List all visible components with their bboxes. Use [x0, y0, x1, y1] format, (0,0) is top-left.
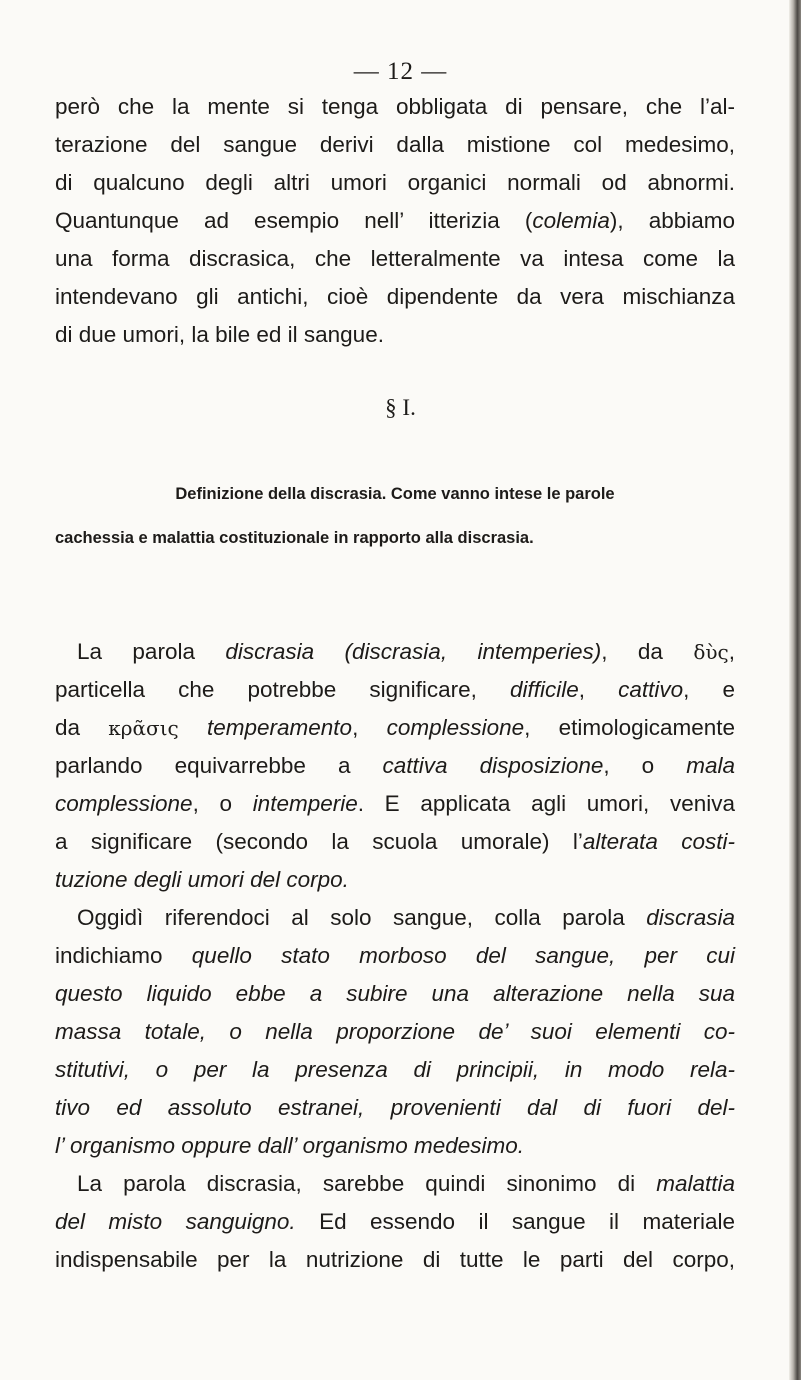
- text-line: però che la mente si tenga obbligata di pensare, che l’al-: [55, 94, 735, 119]
- page-edge-shadow: [789, 0, 801, 1380]
- text-line: tivo ed assoluto estranei, provenienti dal di fuori del-: [55, 1095, 735, 1120]
- text-line: particella che potrebbe significare, difficile, cattivo, e: [55, 677, 735, 702]
- body-paragraphs: [55, 633, 735, 1279]
- text-line: indichiamo quello stato morboso del sangue, per cui: [55, 943, 735, 968]
- text-line: a significare (secondo la scuola umorale) l’alterata costi-: [55, 829, 735, 854]
- text-line: La parola discrasia, sarebbe quindi sinonimo di malattia: [77, 1171, 735, 1196]
- section-number: § I.: [385, 395, 416, 420]
- page-number: — 12 —: [353, 58, 448, 85]
- text-line: indispensabile per la nutrizione di tutte le parti del corpo,: [55, 1247, 735, 1272]
- text-line: da κρᾶσις temperamento, complessione, etimologicamente: [55, 715, 735, 740]
- section-heading: [55, 472, 735, 560]
- text-line: una forma discrasica, che letteralmente va intesa come la: [55, 246, 735, 271]
- text-line: questo liquido ebbe a subire una alterazione nella sua: [55, 981, 735, 1006]
- text-line: stitutivi, o per la presenza di principii, in modo rela-: [55, 1057, 735, 1082]
- text-line: parlando equivarrebbe a cattiva disposizione, o mala: [55, 753, 736, 778]
- intro-paragraph: [55, 88, 735, 354]
- heading-line: cachessia e malattia costituzionale in rapporto alla discrasia.: [55, 529, 534, 547]
- text-line: La parola discrasia (discrasia, intemperies), da δὺς,: [77, 639, 736, 664]
- text-line: tuzione degli umori del corpo.: [55, 867, 349, 892]
- text-line: di due umori, la bile ed il sangue.: [55, 322, 384, 347]
- text-line: complessione, o intemperie. E applicata agli umori, veniva: [55, 791, 735, 816]
- text-line: intendevano gli antichi, cioè dipendente da vera mischianza: [55, 284, 735, 309]
- text-line: massa totale, o nella proporzione de’ suoi elementi co-: [55, 1019, 735, 1044]
- text-line: l’ organismo oppure dall’ organismo medesimo.: [55, 1133, 524, 1158]
- text-line: Quantunque ad esempio nell’ itterizia (colemia), abbiamo: [55, 208, 735, 233]
- text-line: di qualcuno degli altri umori organici normali od abnormi.: [55, 170, 735, 195]
- heading-line: Definizione della discrasia. Come vanno intese le parole: [175, 485, 615, 503]
- text-line: terazione del sangue derivi dalla mistione col medesimo,: [55, 132, 735, 157]
- text-line: Oggidì riferendoci al solo sangue, colla parola discrasia: [77, 905, 735, 930]
- text-line: del misto sanguigno. Ed essendo il sangue il materiale: [55, 1209, 735, 1234]
